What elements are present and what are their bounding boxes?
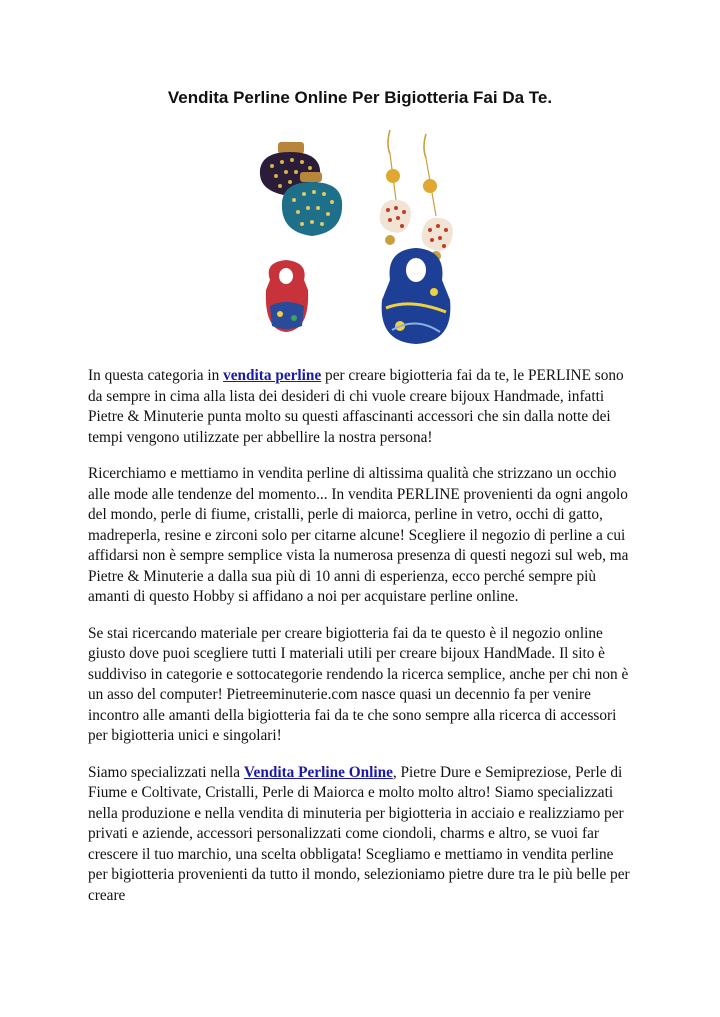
paragraph-specialized-after: , Pietre Dure e Semipreziose, Perle di Fiume e Coltivate, Cristalli, Perle di Maiorca e molto molto altro! Siamo specializzati nella produzione e nella vendita di minuteria per bigiotteria in acciaio e realizziamo per privati e aziende, accessori personalizzati come ciondoli, charms e altro, se vuoi far crescere il tuo marchio, una scelta obbligata! Scegliamo e mettiamo in vendita perline per bigiotteria provenienti da tutto il mondo, selezioniamo pietre dure tra le più belle per creare <box>88 763 630 904</box>
paragraph-specialized-before: Siamo specializzati nella <box>88 763 244 781</box>
beaded-bottles-earrings-photo-icon <box>240 130 480 360</box>
vendita-perline-link[interactable]: vendita perline <box>223 367 322 384</box>
paragraph-shop: Se stai ricercando materiale per creare bigiotteria fai da te questo è il negozio online giusto dove puoi scegliere tutti I materiali utili per creare bijoux HandMade. Il sito è suddiviso in categorie e sottocategorie rendendo la ricerca semplice, anche per chi non è un asso del computer! Pietreeminuterie.com nasce quasi un decennio fa per venire incontro alle amanti della bigiotteria fai da te che sono sempre alla ricerca di accessori per bigiotteria unici e singolari! <box>88 624 629 744</box>
article-body <box>88 366 636 922</box>
paragraph-quality: Ricerchiamo e mettiamo in vendita perline di altissima qualità che strizzano un occhio alle mode alle tendenze del momento... In vendita PERLINE provenienti da ogni angolo del mondo, perle di fiume, cristalli, perle di maiorca, perline in vetro, occhi di gatto, madreperla, resine e zirconi solo per citarne alcune! Scegliere il negozio di perline a cui affidarsi non è sempre semplice vista la numerosa presenza di questi negozi sul web, ma Pietre & Minuterie a dalla sua più di 10 anni di esperienza, ecco perché sempre più amanti di questo Hobby si affidano a noi per acquistare perline online. <box>88 465 629 605</box>
page-title: Vendita Perline Online Per Bigiotteria Fai Da Te. <box>167 88 553 107</box>
paragraph-intro-after: per creare bigiotteria fai da te, le PERLINE sono da sempre in cima alla lista dei desideri di chi vuole creare bijoux Handmade, infatti Pietre & Minuterie punta molto su questi affascinanti accessori che sin dalla notte dei tempi vengono utilizzate per abbellire la nostra persona! <box>88 367 624 446</box>
paragraph-intro <box>88 366 636 448</box>
vendita-perline-online-link[interactable]: Vendita Perline Online <box>243 763 393 781</box>
paragraph-specialized <box>88 763 636 907</box>
paragraph-intro-before: In questa categoria in <box>88 367 224 384</box>
